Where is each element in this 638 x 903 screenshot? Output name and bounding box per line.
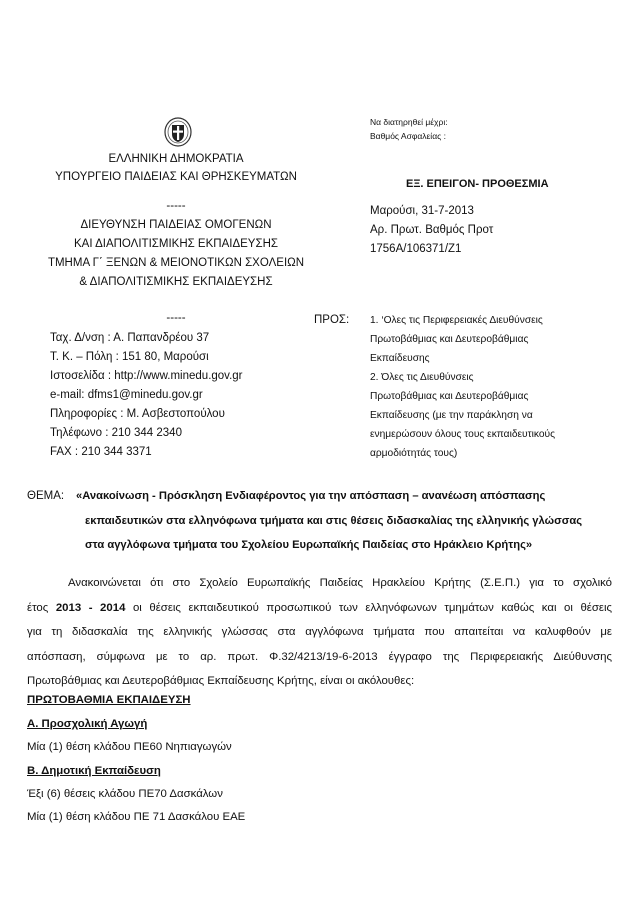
protocol-label: Αρ. Πρωτ. Βαθμός Προτ	[370, 224, 494, 236]
school-year: 2013 - 2014	[55, 602, 126, 614]
recipient-line: Εκπαίδευσης (με την παράκληση να	[370, 410, 533, 421]
body-line-1: Ανακοινώνεται ότι στο Σχολείο Ευρωπαϊκής Παιδείας Ηρακλείου Κρήτης (Σ.Ε.Π.) για το σχολικό	[68, 577, 612, 589]
contact-website: Ιστοσελίδα : http://www.minedu.gov.gr	[50, 370, 243, 382]
contact-email: e-mail: dfms1@minedu.gov.gr	[50, 389, 203, 401]
subject-label: ΘΕΜΑ:	[27, 490, 65, 502]
elementary-item: Έξι (6) θέσεις κλάδου ΠΕ70 Δασκάλων	[27, 788, 223, 800]
body-line-2-start: έτος	[27, 602, 56, 614]
recipients-label: ΠΡΟΣ:	[314, 314, 350, 326]
body-line-4: απόσπαση, σύμφωνα με το αρ. πρωτ. Φ.32/4213/19-6-2013 έγγραφο της Περιφερειακής Διεύθυνσης	[27, 651, 612, 663]
preschool-heading: Α. Προσχολική Αγωγή	[27, 718, 148, 730]
dept-line-3: ΤΜΗΜΑ Γ΄ ΞΕΝΩΝ & ΜΕΙΟΝΟΤΙΚΩΝ ΣΧΟΛΕΙΩΝ	[47, 257, 305, 269]
contact-fax: FAX : 210 344 3371	[50, 446, 152, 458]
coat-of-arms-emblem	[164, 117, 192, 147]
recipient-line: 1. ‘Ολες τις Περιφερειακές Διευθύνσεις	[370, 315, 543, 326]
primary-education-heading: ΠΡΩΤΟΒΑΘΜΙΑ ΕΚΠΑΙΔΕΥΣΗ	[27, 694, 191, 706]
republic-heading: ΕΛΛΗΝΙΚΗ ΔΗΜΟΚΡΑΤΙΑ	[108, 153, 244, 165]
ministry-heading: ΥΠΟΥΡΓΕΙΟ ΠΑΙΔΕΙΑΣ ΚΑΙ ΘΡΗΣΚΕΥΜΑΤΩΝ	[55, 171, 297, 183]
urgency-label: ΕΞ. ΕΠΕΙΓΟΝ- ΠΡΟΘΕΣΜΙΑ	[406, 178, 549, 190]
subject-line-2: εκπαιδευτικών στα ελληνόφωνα τμήματα και στις θέσεις διδασκαλίας της ελληνικής γλώσσας	[85, 515, 583, 527]
keep-until-label: Να διατηρηθεί μέχρι:	[370, 117, 448, 127]
recipient-line: Πρωτοβάθμιας και Δευτεροβάθμιας	[370, 334, 529, 345]
dept-line-1: ΔΙΕΥΘΥΝΣΗ ΠΑΙΔΕΙΑΣ ΟΜΟΓΕΝΩΝ	[80, 219, 272, 231]
body-line-5: Πρωτοβάθμιας και Δευτεροβάθμιας Εκπαίδευσης Κρήτης, είναι οι ακόλουθες:	[27, 675, 415, 687]
subject-line-3: στα αγγλόφωνα τμήματα του Σχολείου Ευρωπαϊκής Παιδείας στο Ηράκλειο Κρήτης»	[85, 539, 533, 551]
contact-postal: Τ. Κ. – Πόλη : 151 80, Μαρούσι	[50, 351, 209, 363]
preschool-item: Μία (1) θέση κλάδου ΠΕ60 Νηπιαγωγών	[27, 741, 232, 753]
document-date: Μαρούσι, 31-7-2013	[370, 205, 474, 217]
body-line-2-end: οι θέσεις εκπαιδευτικού προσωπικού των ελληνόφωνων τμημάτων καθώς και οι θέσεις	[125, 602, 612, 614]
contact-info-person: Πληροφορίες : Μ. Ασβεστοπούλου	[50, 408, 225, 420]
contact-phone: Τηλέφωνο : 210 344 2340	[50, 427, 182, 439]
recipient-line: Εκπαίδευσης	[370, 353, 430, 364]
subject-line-1: «Ανακοίνωση - Πρόσκληση Ενδιαφέροντος για την απόσπαση – ανανέωση απόσπασης	[76, 490, 546, 502]
protocol-number: 1756Α/106371/Ζ1	[370, 243, 462, 255]
dept-line-2: ΚΑΙ ΔΙΑΠΟΛΙΤΙΣΜΙΚΗΣ ΕΚΠΑΙΔΕΥΣΗΣ	[73, 238, 278, 250]
separator-2: -----	[166, 312, 186, 324]
body-line-2	[27, 602, 612, 614]
dept-line-4: & ΔΙΑΠΟΛΙΤΙΣΜΙΚΗΣ ΕΚΠΑΙΔΕΥΣΗΣ	[79, 276, 273, 288]
body-line-3: για τη διδασκαλία της ελληνικής γλώσσας στα αγγλόφωνα τμήματα που απαιτείται να καλυφθούν με	[27, 626, 612, 638]
recipient-line: αρμοδιότητάς τους)	[370, 448, 458, 459]
recipient-line: 2. Όλες τις Διευθύνσεις	[370, 372, 474, 383]
security-level-label: Βαθμός Ασφαλείας :	[370, 131, 446, 141]
recipient-line: Πρωτοβάθμιας και Δευτεροβάθμιας	[370, 391, 529, 402]
separator-1: -----	[166, 200, 186, 212]
contact-address: Ταχ. Δ/νση : Α. Παπανδρέου 37	[50, 332, 210, 344]
elementary-heading: Β. Δημοτική Εκπαίδευση	[27, 765, 161, 777]
elementary-item: Μία (1) θέση κλάδου ΠΕ 71 Δασκάλου ΕΑΕ	[27, 811, 246, 823]
recipient-line: ενημερώσουν όλους τους εκπαιδευτικούς	[370, 429, 556, 440]
